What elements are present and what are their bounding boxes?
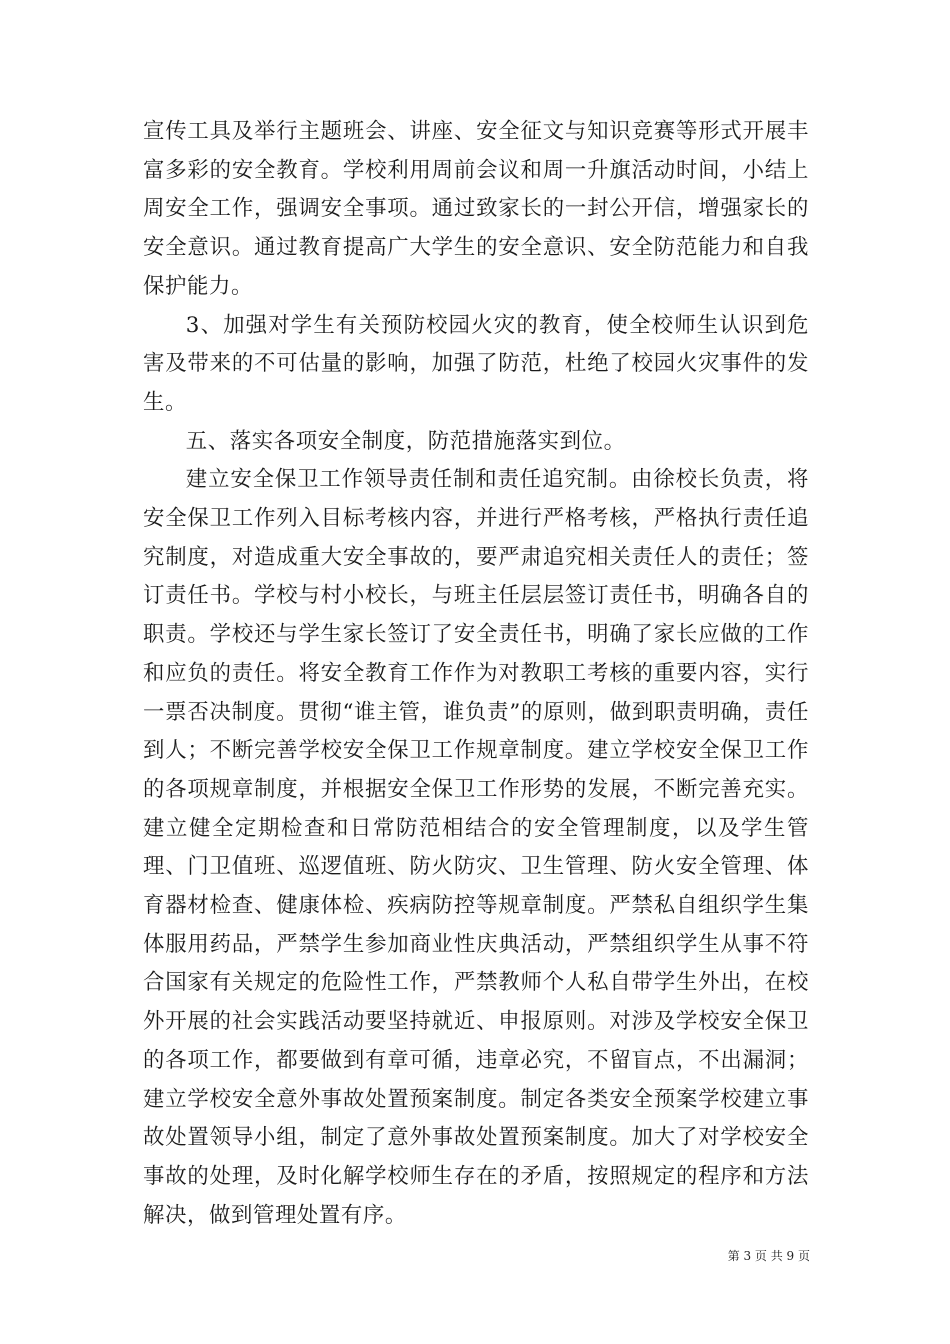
page-number: 第 3 页 共 9 页: [727, 1249, 810, 1263]
paragraph-fire-prevention: 3、加强对学生有关预防校园火灾的教育，使全校师生认识到危害及带来的不可估量的影响，加强了防范，杜绝了校园火灾事件的发生。: [143, 312, 809, 415]
document-body: [143, 113, 809, 1235]
section-heading-safety-systems: 五、落实各项安全制度，防范措施落实到位。: [185, 428, 626, 454]
paragraph-safety-education: 宣传工具及举行主题班会、讲座、安全征文与知识竞赛等形式开展丰富多彩的安全教育。学校利用周前会议和周一升旗活动时间，小结上周安全工作，强调安全事项。通过致家长的一封公开信，增强家长的安全意识。通过教育提高广大学生的安全意识、安全防范能力和自我保护能力。: [143, 119, 809, 299]
paragraph-responsibility-system: 建立安全保卫工作领导责任制和责任追究制。由徐校长负责，将安全保卫工作列入目标考核内容，并进行严格考核，严格执行责任追究制度，对造成重大安全事故的，要严肃追究相关责任人的责任；签订责任书。学校与村小校长，与班主任层层签订责任书，明确各自的职责。学校还与学生家长签订了安全责任书，明确了家长应做的工作和应负的责任。将安全教育工作作为对教职工考核的重要内容，实行一票否决制度。贯彻“谁主管，谁负责”的原则，做到职责明确，责任到人；不断完善学校安全保卫工作规章制度。建立学校安全保卫工作的各项规章制度，并根据安全保卫工作形势的发展，不断完善充实。建立健全定期检查和日常防范相结合的安全管理制度，以及学生管理、门卫值班、巡逻值班、防火防灾、卫生管理、防火安全管理、体育器材检查、健康体检、疾病防控等规章制度。严禁私自组织学生集体服用药品，严禁学生参加商业性庆典活动，严禁组织学生从事不符合国家有关规定的危险性工作，严禁教师个人私自带学生外出，在校外开展的社会实践活动要坚持就近、申报原则。对涉及学校安全保卫的各项工作，都要做到有章可循，违章必究，不留盲点，不出漏洞；建立学校安全意外事故处置预案制度。制定各类安全预案学校建立事故处置领导小组，制定了意外事故处置预案制度。加大了对学校安全事故的处理，及时化解学校师生存在的矛盾，按照规定的程序和方法解决，做到管理处置有序。: [143, 467, 809, 1228]
